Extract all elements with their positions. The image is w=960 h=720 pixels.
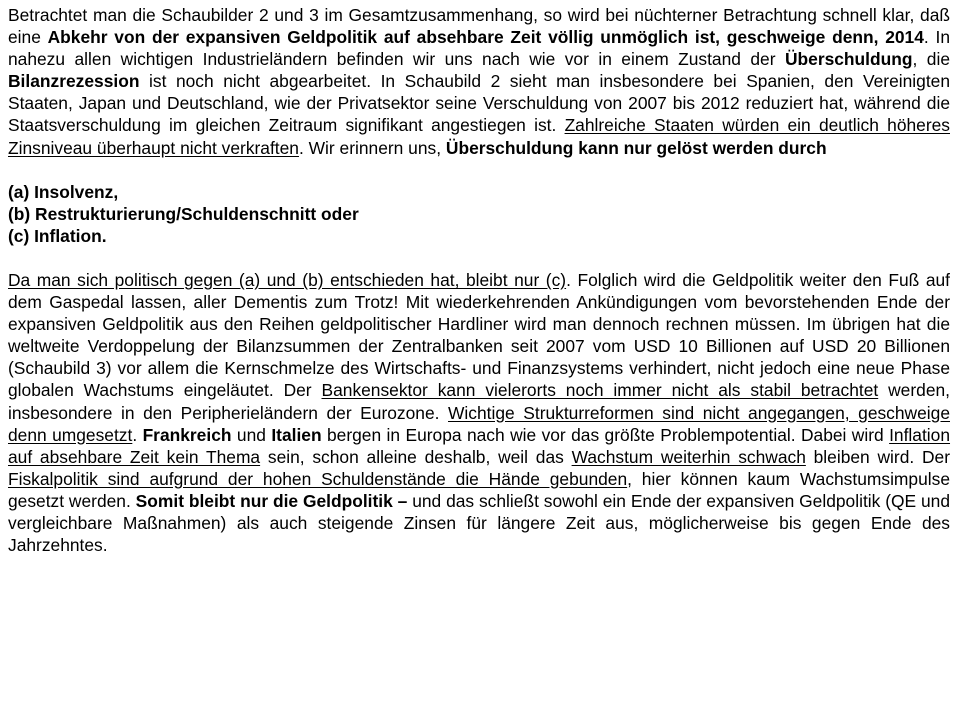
underlined-run: Da man sich politisch gegen (a) und (b) entschieden hat, bleibt nur (c) [8,269,567,290]
options-list [8,181,950,247]
document-body [8,4,950,556]
text-run: . In nahezu allen wichtigen Industrieländern befinden wir uns nach wie vor in einem Zustand der [8,27,950,70]
text-run: werden, insbesondere in den Peripherieländern der Eurozone. [8,380,950,423]
underlined-run: Wichtige Strukturreformen sind nicht angegangen, geschweige denn umgesetzt [8,402,950,445]
list-item: (b) Restrukturierung/Schuldenschnitt oder [8,203,359,224]
text-run: bleiben wird. Der [805,446,950,467]
underlined-run: Zahlreiche Staaten würden ein deutlich höheres Zinsniveau überhaupt nicht verkraften [8,115,950,158]
list-item: (a) Insolvenz, [8,181,119,202]
bold-run: Frankreich [142,424,232,445]
text-run: sein, schon alleine deshalb, weil das [260,446,572,467]
text-run: bergen in Europa nach wie vor das größte Problempotential. Dabei wird [321,424,890,445]
bold-run: Somit bleibt nur die Geldpolitik – [135,490,408,511]
text-run: , hier können kaum Wachstumsimpulse gesetzt werden. [8,468,950,511]
text-run: , die [912,49,950,70]
bold-run: Überschuldung kann nur gelöst werden durch [445,137,827,158]
text-run: ist noch nicht abgearbeitet. In Schaubild 2 sieht man insbesondere bei Spanien, den Vereinigten Staaten, Japan und Deutschland, wie der Privatsektor seine Verschuldung von 2007 bis 2012 reduziert hat, während die Staatsverschuldung im gleichen Zeitraum signifikant angestiegen ist. [8,71,950,136]
bold-run: Italien [271,424,322,445]
underlined-run: Fiskalpolitik sind aufgrund der hohen Schuldenstände die Hände gebunden [8,468,628,489]
text-run: und das schließt sowohl ein Ende der expansiven Geldpolitik (QE und vergleichbare Maßnahmen) als auch steigende Zinsen für längere Zeit aus, möglicherweise bis gegen Ende des Jahrzehntes. [8,490,950,556]
text-run: und [231,424,272,445]
underlined-run: Inflation auf absehbare Zeit kein Thema [8,424,951,467]
paragraph-conclusion [8,269,950,556]
text-run: Betrachtet man die Schaubilder 2 und 3 im Gesamtzusammenhang, so wird bei nüchterner Betrachtung schnell klar, daß eine [8,5,950,48]
text-run: . Folglich wird die Geldpolitik weiter den Fuß auf dem Gaspedal lassen, aller Dementis zum Trotz! Mit wiederkehrenden Ankündigungen vom bevorstehenden Ende der expansiven Geldpolitik aus den Reihen geldpolitischer Hardliner wird man dennoch rechnen müssen. Im übrigen hat die weltweite Verdoppelung der Bilanzsummen der Zentralbanken seit 2007 vom USD 10 Billionen auf USD 20 Billionen (Schaubild 3) vor allem die Kernschmelze des Wirtschafts- und Finanzsystems verhindert, nicht jedoch eine neue Phase globalen Wachstums eingeläutet. Der [8,269,950,401]
text-run: . Wir erinnern uns, [298,137,446,158]
paragraph-intro [8,4,950,159]
bold-run: Überschuldung [784,49,913,70]
bold-run: Bilanzrezession [8,71,140,92]
underlined-run: Bankensektor kann vielerorts noch immer nicht als stabil betrachtet [321,380,879,401]
text-run: . [132,424,143,445]
bold-run: Abkehr von der expansiven Geldpolitik auf absehbare Zeit völlig unmöglich ist, geschweige denn, 2014 [47,27,924,48]
underlined-run: Wachstum weiterhin schwach [571,446,806,467]
list-item: (c) Inflation. [8,225,107,246]
